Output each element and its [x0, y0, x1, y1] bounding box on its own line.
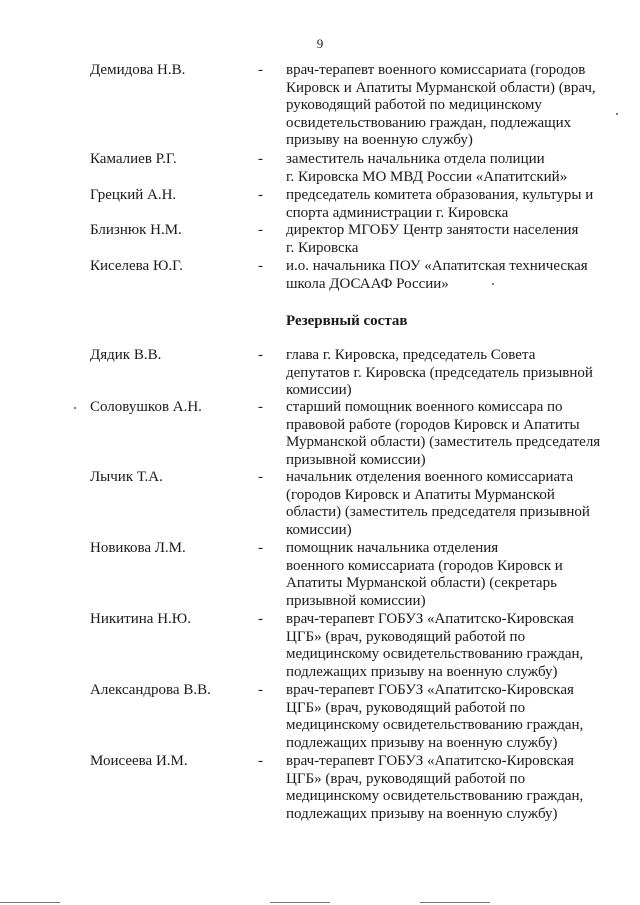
member-position	[286, 540, 616, 610]
position-line: области) (заместитель председателя призывной	[286, 504, 590, 520]
member-dash: -	[258, 187, 263, 203]
position-line: подлежащих призыву на военную службу)	[286, 734, 558, 751]
position-line: руководящий работой по медицинскому	[286, 97, 542, 113]
position-line: врач-терапевт ГОБУЗ «Апатитско-Кировская	[286, 753, 574, 769]
position-line: г. Кировска	[286, 239, 359, 256]
member-position	[286, 62, 616, 150]
position-line: комиссии)	[286, 382, 352, 398]
member-name: Киселева Ю.Г.	[90, 258, 183, 274]
member-name: Новикова Л.М.	[90, 540, 186, 556]
position-line: г. Кировска МО МВД России «Апатитский»	[286, 168, 568, 185]
position-line: комиссии)	[286, 521, 352, 538]
member-name: Александрова В.В.	[90, 682, 211, 698]
position-line: военного комиссариата (городов Кировск и	[286, 557, 563, 574]
position-line: освидетельствованию граждан, подлежащих	[286, 114, 572, 131]
member-position	[286, 753, 616, 823]
position-line: помощник начальника отделения	[286, 540, 499, 556]
position-line: депутатов г. Кировска (председатель призывной	[286, 364, 593, 381]
member-dash: -	[258, 62, 263, 78]
member-name: Грецкий А.Н.	[90, 187, 177, 203]
member-position	[286, 611, 616, 681]
position-line: призыву на военную службу)	[286, 132, 473, 148]
member-dash: -	[258, 753, 263, 769]
position-line: заместитель начальника отдела полиции	[286, 151, 545, 167]
position-line: старший помощник военного комиссара по	[286, 399, 563, 415]
position-line: начальник отделения военного комиссариата	[286, 469, 574, 485]
position-line: и.о. начальника ПОУ «Апатитская техническая	[286, 258, 588, 274]
position-line: (городов Кировск и Апатиты Мурманской	[286, 486, 555, 503]
position-line: ЦГБ» (врач, руководящий работой по	[286, 628, 526, 645]
position-line: глава г. Кировска, председатель Совета	[286, 347, 536, 363]
position-line: медицинскому освидетельствованию граждан,	[286, 717, 584, 733]
scan-speck	[74, 407, 76, 409]
position-line: медицинскому освидетельствованию граждан,	[286, 788, 584, 804]
member-dash: -	[258, 399, 263, 415]
position-line: директор МГОБУ Центр занятости населения	[286, 222, 579, 238]
position-line: правовой работе (городов Кировск и Апатиты	[286, 416, 580, 433]
member-position	[286, 187, 616, 222]
position-line: ЦГБ» (врач, руководящий работой по	[286, 770, 526, 787]
scan-edge-line	[420, 902, 490, 903]
member-name: Близнюк Н.М.	[90, 222, 182, 238]
member-position	[286, 222, 616, 257]
scan-edge-line	[270, 902, 330, 903]
member-position	[286, 347, 616, 400]
member-dash: -	[258, 222, 263, 238]
member-position	[286, 469, 616, 539]
scan-speck	[492, 283, 494, 285]
member-name: Никитина Н.Ю.	[90, 611, 191, 627]
position-line: врач-терапевт ГОБУЗ «Апатитско-Кировская	[286, 611, 574, 627]
member-position	[286, 151, 616, 186]
member-name: Соловушков А.Н.	[90, 399, 202, 415]
member-dash: -	[258, 540, 263, 556]
member-name: Моисеева И.М.	[90, 753, 188, 769]
position-line: врач-терапевт военного комиссариата (городов	[286, 62, 586, 78]
position-line: медицинскому освидетельствованию граждан,	[286, 646, 584, 662]
position-line: призывной комиссии)	[286, 592, 426, 609]
scan-edge-line	[0, 902, 60, 903]
position-line: Апатиты Мурманской области) (секретарь	[286, 575, 557, 591]
position-line: Мурманской области) (заместитель председателя	[286, 434, 601, 450]
position-line: школа ДОСААФ России»	[286, 275, 449, 292]
member-dash: -	[258, 469, 263, 485]
member-position	[286, 399, 616, 469]
member-position	[286, 682, 616, 752]
position-line: спорта администрации г. Кировска	[286, 204, 509, 221]
position-line: подлежащих призыву на военную службу)	[286, 663, 558, 680]
member-dash: -	[258, 347, 263, 363]
member-dash: -	[258, 258, 263, 274]
reserve-heading: Резервный состав	[286, 313, 408, 329]
position-line: подлежащих призыву на военную службу)	[286, 805, 558, 822]
position-line: призывной комиссии)	[286, 451, 426, 468]
member-name: Камалиев Р.Г.	[90, 151, 177, 167]
position-line: ЦГБ» (врач, руководящий работой по	[286, 699, 526, 716]
member-name: Лычик Т.А.	[90, 469, 163, 485]
position-line: врач-терапевт ГОБУЗ «Апатитско-Кировская	[286, 682, 574, 698]
member-dash: -	[258, 151, 263, 167]
member-position	[286, 258, 616, 293]
scan-speck	[616, 113, 618, 115]
member-name: Демидова Н.В.	[90, 62, 186, 78]
position-line: председатель комитета образования, культуры и	[286, 187, 594, 203]
member-name: Дядик В.В.	[90, 347, 162, 363]
member-dash: -	[258, 682, 263, 698]
member-dash: -	[258, 611, 263, 627]
page-number: 9	[316, 36, 324, 51]
position-line: Кировск и Апатиты Мурманской области) (врач,	[286, 79, 596, 96]
